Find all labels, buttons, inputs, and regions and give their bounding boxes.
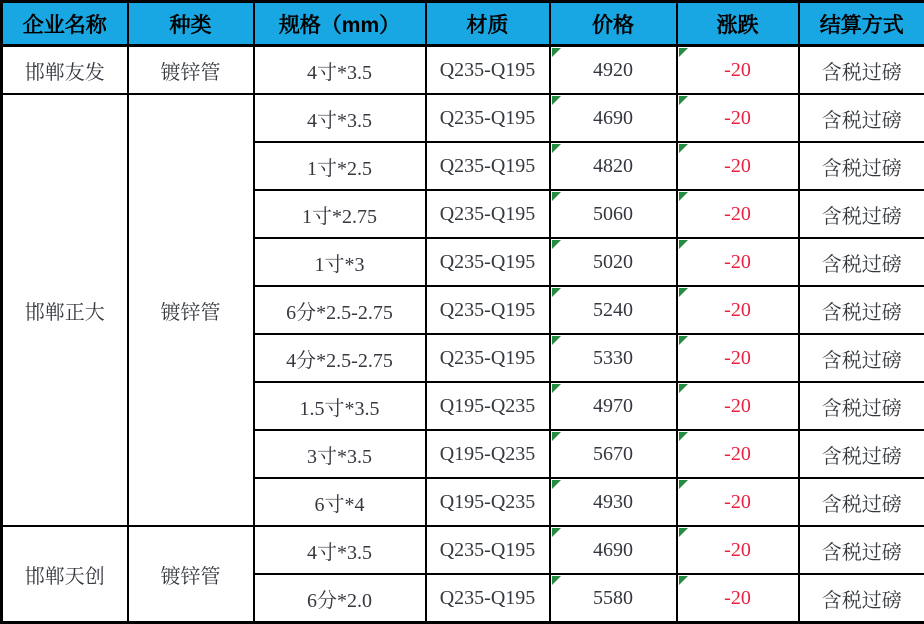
cell-change — [677, 94, 799, 142]
cell-material: Q235-Q195 — [426, 238, 550, 286]
col-header-price: 价格 — [550, 2, 677, 46]
cell-change — [677, 142, 799, 190]
error-flag-icon — [552, 288, 561, 297]
cell-price — [550, 238, 677, 286]
cell-settlement: 含税过磅 — [799, 334, 924, 382]
cell-spec: 3寸*3.5 — [254, 430, 426, 478]
cell-spec: 1.5寸*3.5 — [254, 382, 426, 430]
cell-spec: 4分*2.5-2.75 — [254, 334, 426, 382]
cell-settlement: 含税过磅 — [799, 142, 924, 190]
cell-type: 镀锌管 — [128, 46, 254, 95]
cell-material: Q195-Q235 — [426, 430, 550, 478]
error-flag-icon — [679, 576, 688, 585]
price-value: 5240 — [593, 299, 633, 321]
col-header-type: 种类 — [128, 2, 254, 46]
cell-price — [550, 94, 677, 142]
error-flag-icon — [679, 192, 688, 201]
error-flag-icon — [552, 96, 561, 105]
col-header-settlement: 结算方式 — [799, 2, 924, 46]
cell-settlement: 含税过磅 — [799, 574, 924, 623]
cell-price — [550, 430, 677, 478]
change-value: -20 — [724, 395, 751, 417]
price-value: 4820 — [593, 155, 633, 177]
cell-change — [677, 334, 799, 382]
error-flag-icon — [679, 144, 688, 153]
price-value: 4920 — [593, 59, 633, 81]
change-value: -20 — [724, 443, 751, 465]
cell-settlement: 含税过磅 — [799, 190, 924, 238]
cell-change — [677, 46, 799, 95]
error-flag-icon — [679, 432, 688, 441]
cell-spec: 1寸*2.75 — [254, 190, 426, 238]
error-flag-icon — [552, 576, 561, 585]
col-header-company: 企业名称 — [2, 2, 128, 46]
price-value: 4930 — [593, 491, 633, 513]
cell-settlement: 含税过磅 — [799, 382, 924, 430]
cell-material: Q235-Q195 — [426, 94, 550, 142]
cell-material: Q235-Q195 — [426, 526, 550, 574]
cell-change — [677, 238, 799, 286]
error-flag-icon — [679, 288, 688, 297]
change-value: -20 — [724, 107, 751, 129]
change-value: -20 — [724, 347, 751, 369]
cell-price — [550, 46, 677, 95]
cell-price — [550, 382, 677, 430]
cell-spec: 4寸*3.5 — [254, 46, 426, 95]
cell-change — [677, 286, 799, 334]
cell-settlement: 含税过磅 — [799, 286, 924, 334]
col-header-change: 涨跌 — [677, 2, 799, 46]
cell-type: 镀锌管 — [128, 526, 254, 623]
error-flag-icon — [552, 528, 561, 537]
cell-spec: 6寸*4 — [254, 478, 426, 526]
price-value: 5670 — [593, 443, 633, 465]
cell-company: 邯郸友发 — [2, 46, 128, 95]
table-row — [2, 94, 924, 142]
error-flag-icon — [679, 96, 688, 105]
error-flag-icon — [679, 528, 688, 537]
cell-settlement: 含税过磅 — [799, 430, 924, 478]
cell-price — [550, 526, 677, 574]
error-flag-icon — [552, 192, 561, 201]
price-value: 5580 — [593, 587, 633, 609]
price-value: 5330 — [593, 347, 633, 369]
error-flag-icon — [679, 336, 688, 345]
cell-spec: 6分*2.5-2.75 — [254, 286, 426, 334]
error-flag-icon — [679, 240, 688, 249]
error-flag-icon — [552, 480, 561, 489]
cell-settlement: 含税过磅 — [799, 94, 924, 142]
price-value: 5060 — [593, 203, 633, 225]
cell-price — [550, 334, 677, 382]
cell-change — [677, 478, 799, 526]
cell-settlement: 含税过磅 — [799, 238, 924, 286]
price-value: 4970 — [593, 395, 633, 417]
error-flag-icon — [552, 336, 561, 345]
change-value: -20 — [724, 251, 751, 273]
change-value: -20 — [724, 491, 751, 513]
error-flag-icon — [679, 480, 688, 489]
cell-price — [550, 142, 677, 190]
cell-change — [677, 430, 799, 478]
cell-change — [677, 574, 799, 623]
change-value: -20 — [724, 299, 751, 321]
price-value: 4690 — [593, 539, 633, 561]
cell-change — [677, 190, 799, 238]
price-value: 4690 — [593, 107, 633, 129]
error-flag-icon — [552, 240, 561, 249]
header-row — [2, 2, 924, 46]
change-value: -20 — [724, 203, 751, 225]
cell-company: 邯郸天创 — [2, 526, 128, 623]
cell-spec: 1寸*2.5 — [254, 142, 426, 190]
price-value: 5020 — [593, 251, 633, 273]
cell-material: Q235-Q195 — [426, 286, 550, 334]
cell-company: 邯郸正大 — [2, 94, 128, 526]
cell-settlement: 含税过磅 — [799, 46, 924, 95]
cell-spec: 1寸*3 — [254, 238, 426, 286]
change-value: -20 — [724, 587, 751, 609]
table-row — [2, 46, 924, 95]
cell-material: Q235-Q195 — [426, 574, 550, 623]
error-flag-icon — [552, 384, 561, 393]
cell-spec: 4寸*3.5 — [254, 94, 426, 142]
change-value: -20 — [724, 539, 751, 561]
table-row — [2, 526, 924, 574]
cell-material: Q235-Q195 — [426, 46, 550, 95]
error-flag-icon — [552, 432, 561, 441]
cell-price — [550, 286, 677, 334]
cell-settlement: 含税过磅 — [799, 526, 924, 574]
cell-type: 镀锌管 — [128, 94, 254, 526]
change-value: -20 — [724, 59, 751, 81]
cell-spec: 6分*2.0 — [254, 574, 426, 623]
cell-spec: 4寸*3.5 — [254, 526, 426, 574]
error-flag-icon — [552, 48, 561, 57]
cell-price — [550, 190, 677, 238]
cell-material: Q235-Q195 — [426, 334, 550, 382]
cell-change — [677, 382, 799, 430]
cell-change — [677, 526, 799, 574]
error-flag-icon — [679, 48, 688, 57]
error-flag-icon — [679, 384, 688, 393]
cell-price — [550, 574, 677, 623]
col-header-material: 材质 — [426, 2, 550, 46]
cell-material: Q235-Q195 — [426, 142, 550, 190]
col-header-spec: 规格（mm） — [254, 2, 426, 46]
cell-price — [550, 478, 677, 526]
error-flag-icon — [552, 144, 561, 153]
cell-settlement: 含税过磅 — [799, 478, 924, 526]
cell-material: Q195-Q235 — [426, 382, 550, 430]
cell-material: Q235-Q195 — [426, 190, 550, 238]
change-value: -20 — [724, 155, 751, 177]
cell-material: Q195-Q235 — [426, 478, 550, 526]
